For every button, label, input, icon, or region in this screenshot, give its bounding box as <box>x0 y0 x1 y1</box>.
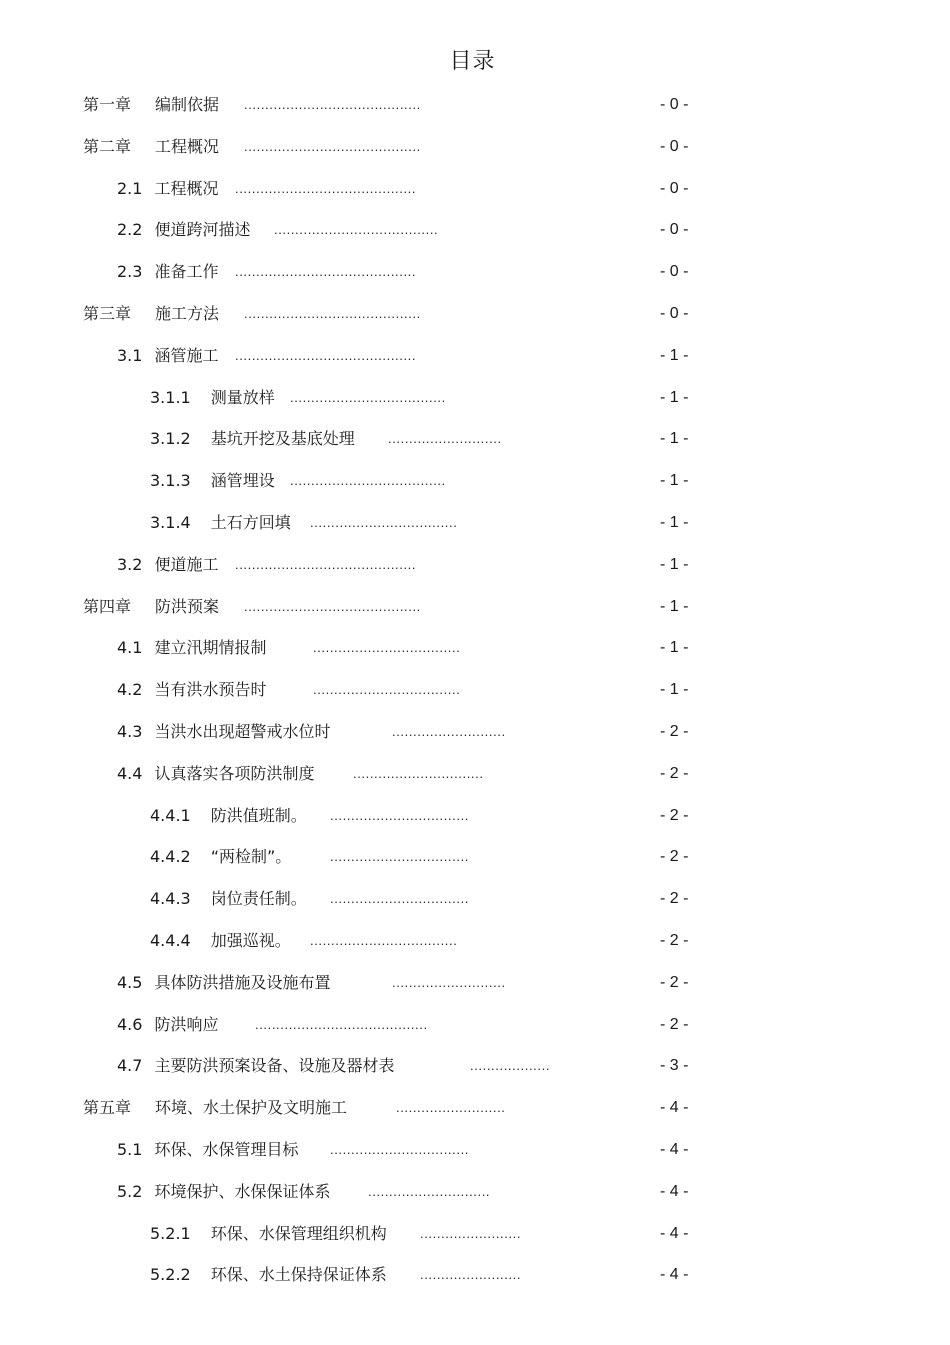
toc-page-number: - 1 - <box>660 388 689 406</box>
toc-entry-number: 第四章 <box>83 596 132 616</box>
toc-page-number: - 2 - <box>660 764 689 782</box>
toc-entry-number: 3.1.1 <box>150 387 191 407</box>
toc-entry-number: 2.3 <box>117 262 143 282</box>
toc-page-number: - 1 - <box>660 597 689 615</box>
toc-entry-label: 当有洪水预告时 <box>154 680 267 700</box>
toc-entry-label: 加强巡视。 <box>210 931 291 950</box>
toc-leader-dots: ........................... <box>388 431 502 447</box>
toc-page-number: - 2 - <box>660 723 689 740</box>
toc-page-number: - 1 - <box>660 472 689 490</box>
toc-leader-dots: ........................................... <box>235 556 417 572</box>
toc-entry[interactable] <box>83 595 689 619</box>
toc-entry-number: 2.2 <box>117 220 143 240</box>
toc-entry-number: 4.6 <box>117 1014 143 1034</box>
toc-page-number: - 2 - <box>660 1015 689 1033</box>
toc-leader-dots: ................... <box>470 1058 551 1074</box>
toc-entry-number: 4.4 <box>117 763 143 783</box>
toc-entry-label: 认真落实各项防洪制度 <box>154 763 315 783</box>
toc-leader-dots: .......................................... <box>244 306 421 321</box>
toc-leader-dots: ................................... <box>313 640 461 656</box>
toc-entry-label: 环境、水土保护及文明施工 <box>155 1098 348 1118</box>
toc-entry[interactable] <box>117 1180 689 1204</box>
toc-page-number: - 2 - <box>660 806 689 824</box>
toc-entry-label: 土石方回填 <box>210 513 291 532</box>
toc-entry-number: 5.2.2 <box>150 1265 191 1285</box>
toc-leader-dots: ........................ <box>420 1267 522 1283</box>
toc-entry-label: 防洪值班制。 <box>210 805 307 825</box>
toc-entry-number: 4.2 <box>117 680 143 700</box>
toc-entry-label: 施工方法 <box>155 304 220 323</box>
toc-entry[interactable] <box>150 469 689 493</box>
toc-entry-number: 2.1 <box>117 178 143 198</box>
toc-entry-label: “两检制”。 <box>210 847 292 867</box>
toc-entry[interactable] <box>150 1222 689 1246</box>
toc-page-number: - 4 - <box>660 1224 689 1242</box>
toc-leader-dots: ........................................... <box>235 264 417 280</box>
toc-entry[interactable] <box>117 762 689 786</box>
toc-leader-dots: ............................. <box>368 1183 491 1199</box>
toc-entry[interactable] <box>117 177 689 201</box>
toc-leader-dots: ................................. <box>330 807 469 823</box>
toc-entry-label: 具体防洪措施及设施布置 <box>154 972 331 992</box>
toc-entry-number: 第一章 <box>83 95 132 114</box>
toc-entry-label: 测量放样 <box>210 387 275 407</box>
toc-leader-dots: .......................... <box>396 1100 506 1116</box>
toc-leader-dots: ................................... <box>313 682 461 698</box>
toc-page-number: - 3 - <box>660 1057 689 1075</box>
toc-page-number: - 0 - <box>660 179 689 197</box>
toc-page-number: - 1 - <box>660 639 689 657</box>
toc-entry[interactable] <box>83 302 689 326</box>
toc-entry-label: 工程概况 <box>155 136 220 156</box>
toc-page-number: - 0 - <box>660 305 689 322</box>
toc-entry[interactable] <box>83 93 689 117</box>
toc-entry-number: 4.4.3 <box>150 889 191 909</box>
toc-entry[interactable] <box>117 260 689 284</box>
toc-entry[interactable] <box>150 804 689 828</box>
toc-leader-dots: ........................................... <box>235 347 417 363</box>
toc-entry[interactable] <box>117 218 689 242</box>
toc-leader-dots: ................................... <box>310 515 458 530</box>
toc-entry-number: 4.1 <box>117 638 143 658</box>
toc-entry-label: 基坑开挖及基底处理 <box>210 429 355 449</box>
toc-leader-dots: .......................................... <box>244 598 421 614</box>
toc-entry-label: 主要防洪预案设备、设施及器材表 <box>154 1056 395 1076</box>
toc-page-number: - 1 - <box>660 346 689 364</box>
toc-entry-label: 环保、水土保持保证体系 <box>210 1265 387 1285</box>
toc-entry-label: 防洪响应 <box>154 1014 219 1034</box>
toc-entry-number: 第五章 <box>83 1098 132 1118</box>
toc-page-number: - 0 - <box>660 221 689 239</box>
toc-leader-dots: ........................ <box>420 1225 522 1241</box>
toc-entry-label: 涵管埋设 <box>210 471 275 491</box>
toc-page-number: - 2 - <box>660 848 689 866</box>
toc-entry-number: 5.1 <box>117 1140 143 1159</box>
toc-page-number: - 1 - <box>660 430 689 448</box>
toc-entry[interactable] <box>117 344 689 368</box>
toc-page-number: - 2 - <box>660 932 689 949</box>
toc-leader-dots: ..................................... <box>290 473 446 489</box>
toc-page-number: - 2 - <box>660 973 689 991</box>
toc-entry[interactable] <box>150 511 689 535</box>
toc-entry[interactable] <box>150 386 689 410</box>
toc-entry-number: 3.2 <box>117 554 143 574</box>
toc-leader-dots: .......................................... <box>244 138 421 154</box>
toc-leader-dots: .......................................... <box>244 97 421 112</box>
toc-entry[interactable] <box>150 1263 689 1287</box>
toc-entry[interactable] <box>150 887 689 911</box>
toc-entry[interactable] <box>150 929 689 953</box>
toc-entry-label: 岗位责任制。 <box>210 889 307 909</box>
toc-entry[interactable] <box>150 427 689 451</box>
toc-entry[interactable] <box>117 678 689 702</box>
toc-entry-number: 5.2.1 <box>150 1223 191 1243</box>
toc-leader-dots: ..................................... <box>290 389 446 405</box>
toc-entry-number: 4.3 <box>117 722 143 741</box>
toc-leader-dots: ................................. <box>330 1142 469 1157</box>
toc-entry-number: 3.1.2 <box>150 429 191 449</box>
toc-entry-number: 4.4.2 <box>150 847 191 867</box>
toc-entry-number: 4.4.4 <box>150 931 191 950</box>
toc-entry-number: 4.4.1 <box>150 805 191 825</box>
toc-entry-label: 环境保护、水保保证体系 <box>154 1181 331 1201</box>
toc-entry[interactable] <box>150 845 689 869</box>
toc-entry-label: 便道施工 <box>154 554 219 574</box>
toc-entry-label: 涵管施工 <box>154 345 219 365</box>
toc-entry[interactable] <box>117 1013 689 1037</box>
toc-leader-dots: ................................. <box>330 849 469 865</box>
toc-page-number: - 1 - <box>660 555 689 573</box>
toc-page-number: - 4 - <box>660 1141 689 1158</box>
toc-entry-label: 工程概况 <box>154 178 219 198</box>
toc-entry[interactable] <box>117 1054 689 1078</box>
toc-entry-label: 当洪水出现超警戒水位时 <box>154 722 331 741</box>
toc-page-number: - 0 - <box>660 96 689 113</box>
toc-entry-label: 环保、水保管理目标 <box>154 1140 299 1159</box>
toc-leader-dots: ........................... <box>392 724 506 739</box>
toc-page-number: - 1 - <box>660 514 689 531</box>
toc-leader-dots: ........................... <box>392 974 506 990</box>
toc-entry-number: 第三章 <box>83 304 132 323</box>
toc-entry-label: 防洪预案 <box>155 596 220 616</box>
toc-page-number: - 2 - <box>660 890 689 908</box>
toc-page-number: - 4 - <box>660 1099 689 1117</box>
toc-entry-number: 3.1.3 <box>150 471 191 491</box>
toc-entry-number: 5.2 <box>117 1181 143 1201</box>
toc-entry[interactable] <box>117 1138 689 1162</box>
toc-leader-dots: ....................................... <box>274 222 439 238</box>
toc-entry-number: 4.7 <box>117 1056 143 1076</box>
toc-entry-label: 编制依据 <box>155 95 220 114</box>
toc-page-number: - 0 - <box>660 263 689 281</box>
toc-leader-dots: ................................. <box>330 891 469 907</box>
toc-entry[interactable] <box>117 636 689 660</box>
toc-entry-number: 3.1.4 <box>150 513 191 532</box>
toc-entry-label: 准备工作 <box>154 262 219 282</box>
toc-entry[interactable] <box>83 1096 689 1120</box>
toc-entry[interactable] <box>117 553 689 577</box>
toc-leader-dots: ............................... <box>353 765 484 781</box>
toc-leader-dots: ........................................... <box>235 180 417 196</box>
toc-entry-number: 第二章 <box>83 136 132 156</box>
toc-page-number: - 0 - <box>660 137 689 155</box>
toc-entry-number: 4.5 <box>117 972 143 992</box>
toc-entry-label: 建立汛期情报制 <box>154 638 267 658</box>
toc-entry[interactable] <box>83 135 689 159</box>
toc-page-number: - 1 - <box>660 681 689 699</box>
toc-page-number: - 4 - <box>660 1182 689 1200</box>
toc-page-number: - 4 - <box>660 1266 689 1284</box>
toc-leader-dots: ......................................... <box>255 1016 428 1032</box>
toc-entry-label: 便道跨河描述 <box>154 220 251 240</box>
toc-entry[interactable] <box>117 720 689 744</box>
toc-title: 目录 <box>449 49 496 74</box>
toc-entry-number: 3.1 <box>117 345 143 365</box>
toc-leader-dots: ................................... <box>310 933 458 948</box>
toc-entry[interactable] <box>117 971 689 995</box>
toc-entry-label: 环保、水保管理组织机构 <box>210 1223 387 1243</box>
